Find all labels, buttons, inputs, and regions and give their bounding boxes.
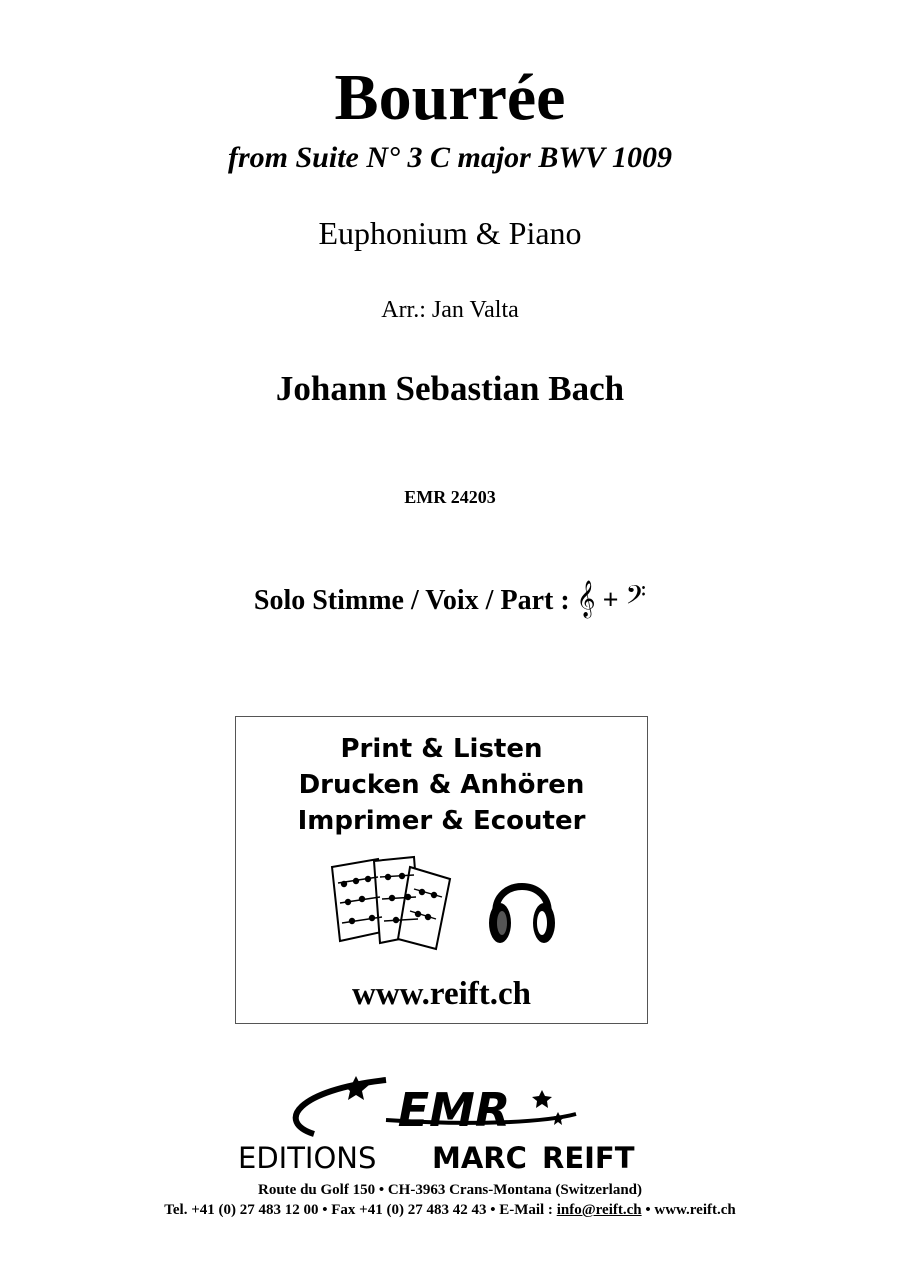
logo-emr-text: EMR xyxy=(397,1083,511,1137)
subtitle: from Suite N° 3 C major BWV 1009 xyxy=(227,141,673,174)
instrumentation: Euphonium & Piano xyxy=(318,215,582,251)
sheet-music-icon xyxy=(328,853,456,953)
publisher-address: Route du Golf 150 • CH-3963 Crans-Montana (Switzerland) xyxy=(258,1182,642,1198)
promo-line-1: Print & Listen xyxy=(340,734,543,764)
composer: Johann Sebastian Bach xyxy=(275,369,625,408)
contact-suffix: • www.reift.ch xyxy=(645,1202,736,1218)
svg-text:EDITIONS: EDITIONS xyxy=(238,1141,377,1175)
part-label: Solo Stimme / Voix / Part : xyxy=(253,585,570,616)
arranger: Arr.: Jan Valta xyxy=(381,297,519,323)
print-listen-box xyxy=(235,716,648,1024)
publisher-contact xyxy=(0,1201,900,1219)
svg-text:MARC: MARC xyxy=(432,1141,527,1175)
email-link[interactable]: info@reift.ch xyxy=(556,1202,642,1218)
editions-marc-reift-logo xyxy=(236,1072,672,1196)
part-line xyxy=(0,580,900,619)
promo-line-2: Drucken & Anhören xyxy=(298,770,585,800)
part-plus: + xyxy=(602,585,619,616)
catalog-number: EMR 24203 xyxy=(404,487,496,507)
promo-line-3: Imprimer & Ecouter xyxy=(297,806,586,836)
bass-clef-icon: 𝄢 xyxy=(625,579,647,617)
treble-clef-icon: 𝄞 xyxy=(576,579,596,617)
promo-url: www.reift.ch xyxy=(351,976,532,1012)
contact-prefix: Tel. +41 (0) 27 483 12 00 • Fax +41 (0) 27 483 42 43 • E-Mail : xyxy=(164,1202,553,1218)
svg-text:REIFT: REIFT xyxy=(542,1141,635,1175)
title: Bourrée xyxy=(334,61,566,134)
headphones-icon xyxy=(486,867,558,949)
